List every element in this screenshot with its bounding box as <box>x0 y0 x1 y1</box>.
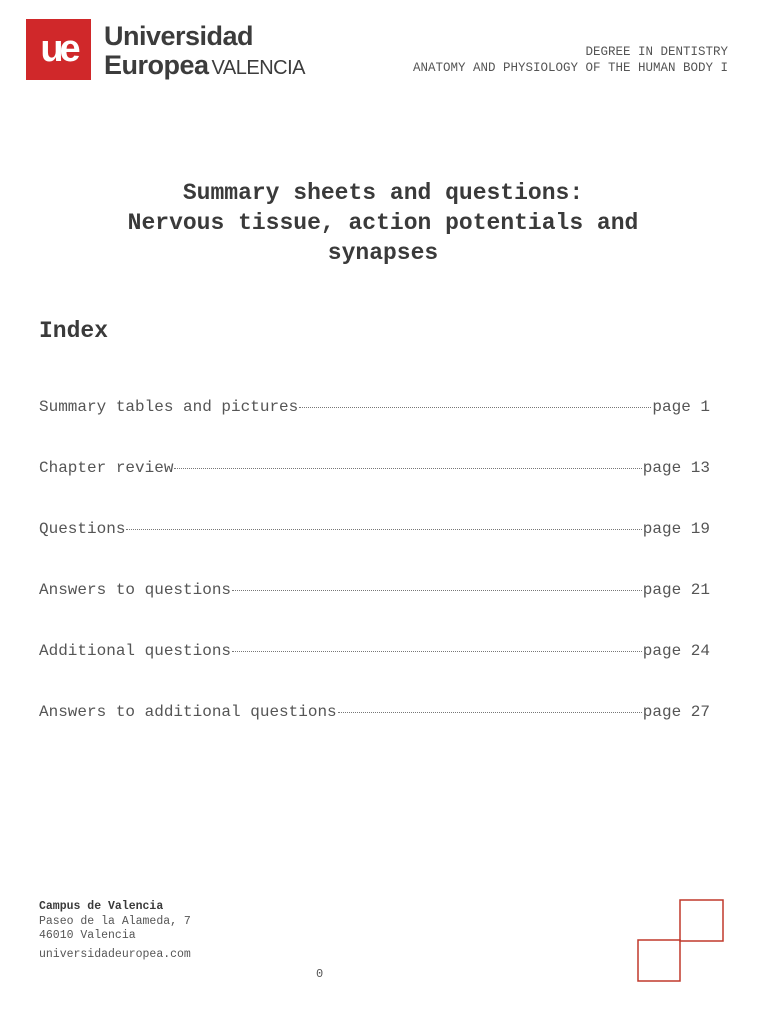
title-line-1: Summary sheets and questions: <box>182 180 584 206</box>
toc-entry-page: page 27 <box>642 703 710 721</box>
campus-name: Campus de Valencia <box>39 900 164 913</box>
toc-entry-label: Additional questions <box>39 642 232 660</box>
degree-name: DEGREE IN DENTISTRY <box>585 45 728 59</box>
toc-entry-label: Summary tables and pictures <box>39 398 299 416</box>
toc-entry-summary-tables[interactable] <box>39 396 710 457</box>
address-city: 46010 Valencia <box>39 929 136 942</box>
toc-dot-leader <box>232 651 642 652</box>
footer-address <box>39 900 191 962</box>
toc-entry-label: Chapter review <box>39 459 174 477</box>
index-heading: Index <box>39 318 109 344</box>
address-street: Paseo de la Alameda, 7 <box>39 914 191 928</box>
toc-dot-leader <box>232 590 642 591</box>
toc-dot-leader <box>174 468 641 469</box>
toc-entry-page: page 13 <box>642 459 710 477</box>
course-name: ANATOMY AND PHYSIOLOGY OF THE HUMAN BODY I <box>412 61 728 75</box>
title-line-2: Nervous tissue, action potentials and <box>127 210 639 236</box>
toc-entry-additional-questions[interactable] <box>39 640 710 701</box>
toc-entry-label: Answers to additional questions <box>39 703 337 721</box>
toc-entry-page: page 1 <box>652 398 710 416</box>
title-line-3: synapses <box>327 240 439 266</box>
page-number: 0 <box>316 967 324 981</box>
toc-entry-chapter-review[interactable] <box>39 457 710 518</box>
logo-name-valencia: VALENCIA <box>211 57 305 79</box>
university-logo <box>26 19 326 81</box>
document-title <box>60 178 706 268</box>
toc-entry-page: page 19 <box>642 520 710 538</box>
toc-dot-leader <box>126 529 641 530</box>
website-link[interactable]: universidadeuropea.com <box>39 947 191 961</box>
toc-dot-leader <box>338 712 642 713</box>
decorative-squares-icon <box>636 898 728 984</box>
toc-entry-page: page 24 <box>642 642 710 660</box>
toc-dot-leader <box>299 407 651 408</box>
ue-logo-mark: ue <box>26 19 91 80</box>
course-info <box>413 44 728 76</box>
logo-name-europea: Europea <box>104 50 209 80</box>
toc-entry-questions[interactable] <box>39 518 710 579</box>
toc-entry-answers[interactable] <box>39 579 710 640</box>
table-of-contents <box>39 396 710 762</box>
toc-entry-label: Questions <box>39 520 126 538</box>
toc-entry-page: page 21 <box>642 581 710 599</box>
toc-entry-answers-additional[interactable] <box>39 701 710 762</box>
toc-entry-label: Answers to questions <box>39 581 232 599</box>
logo-name-europea-valencia <box>104 50 305 83</box>
logo-name-universidad: Universidad <box>104 21 254 51</box>
